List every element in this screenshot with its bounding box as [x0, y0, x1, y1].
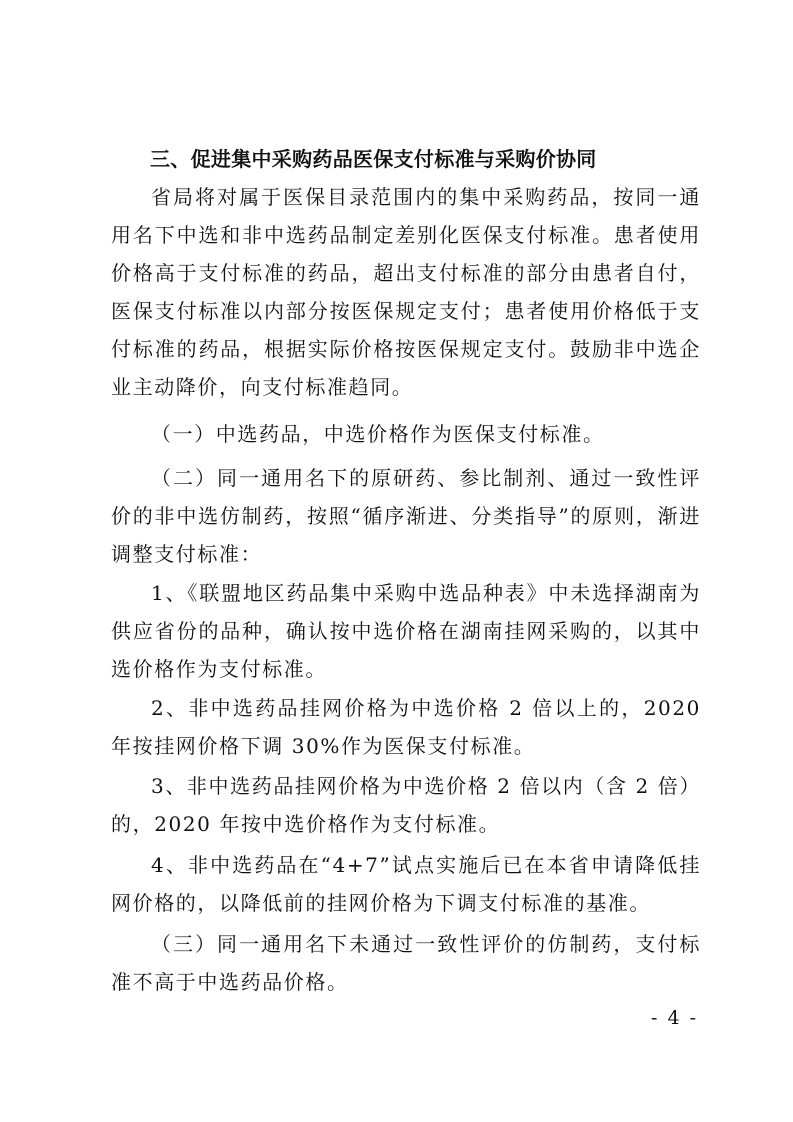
paragraph-subitem-2: 2、非中选药品挂网价格为中选价格 2 倍以上的，2020 年按挂网价格下调 30%作为医保支付标准。: [111, 696, 701, 758]
section-heading: 三、促进集中采购药品医保支付标准与采购价协同: [150, 147, 597, 171]
page-number: - 4 -: [650, 1007, 698, 1029]
paragraph-item-1: （一）中选药品，中选价格作为医保支付标准。: [151, 422, 605, 446]
paragraph-subitem-4: 4、非中选药品在“4+7”试点实施后已在本省申请降低挂网价格的，以降低前的挂网价格为下调支付标准的基准。: [111, 853, 701, 915]
paragraph-payment-policy: 省局将对属于医保目录范围内的集中采购药品，按同一通用名下中选和非中选药品制定差别化医保支付标准。患者使用价格高于支付标准的药品，超出支付标准的部分由患者自付，医保支付标准以内部分按医保规定支付；患者使用价格低于支付标准的药品，根据实际价格按医保规定支付。鼓励非中选企业主动降价，向支付标准趋同。: [111, 185, 701, 399]
paragraph-subitem-1: 1、《联盟地区药品集中采购中选品种表》中未选择湖南为供应省份的品种，确认按中选价格在湖南挂网采购的，以其中选价格作为支付标准。: [111, 581, 701, 681]
paragraph-item-3: （三）同一通用名下未通过一致性评价的仿制药，支付标准不高于中选药品价格。: [111, 932, 701, 994]
paragraph-subitem-3: 3、非中选药品挂网价格为中选价格 2 倍以内（含 2 倍）的，2020 年按中选价格作为支付标准。: [111, 774, 702, 836]
paragraph-item-2: （二）同一通用名下的原研药、参比制剂、通过一致性评价的非中选仿制药，按照“循序渐进、分类指导”的原则，渐进调整支付标准：: [111, 466, 701, 566]
